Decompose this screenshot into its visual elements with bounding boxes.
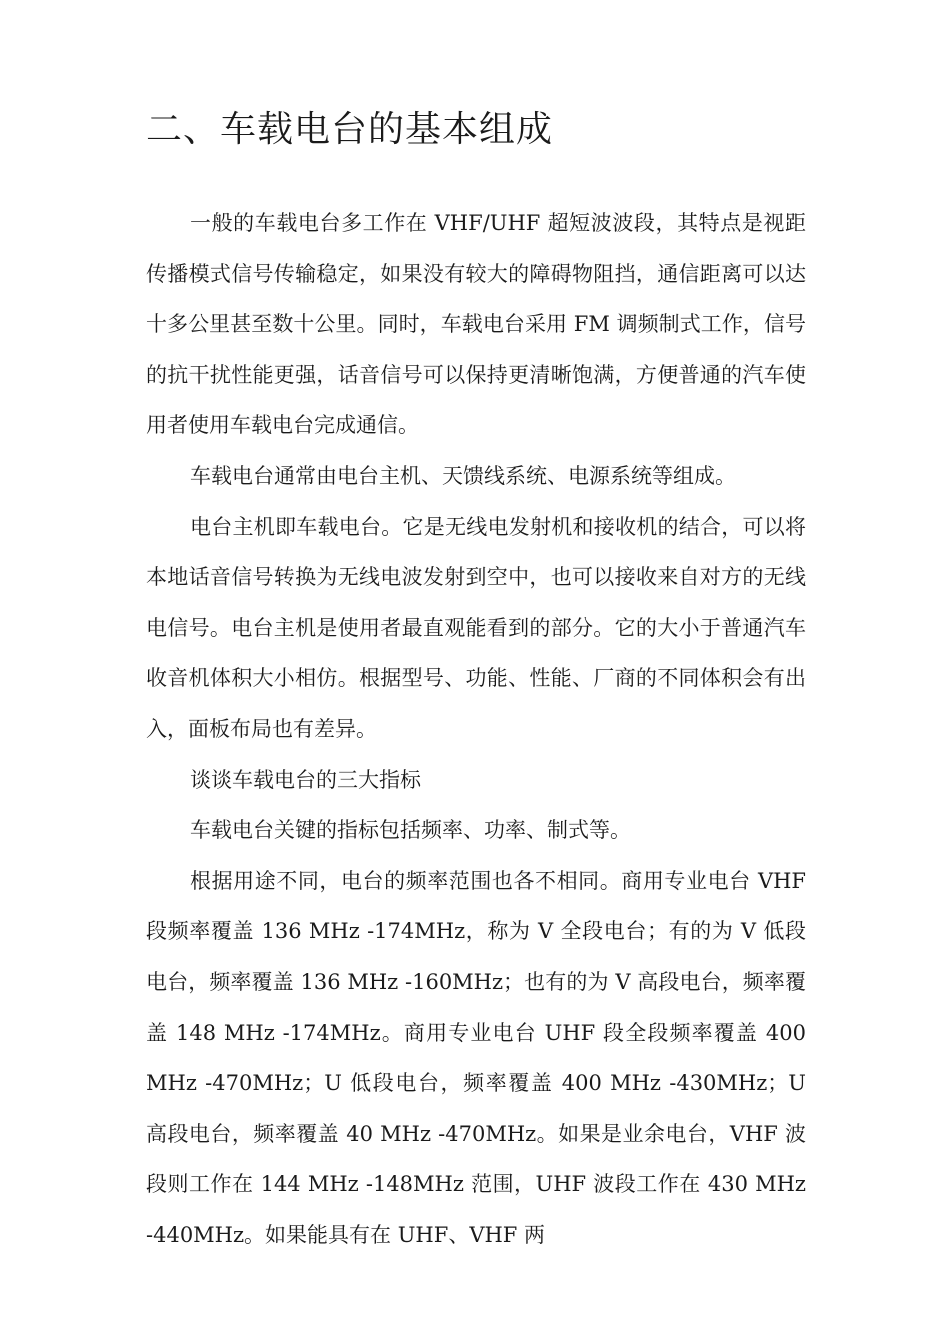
- section-heading: 二、车载电台的基本组成: [146, 109, 554, 150]
- paragraph-components: 车载电台通常由电台主机、天馈线系统、电源系统等组成。: [190, 463, 736, 488]
- paragraph-frequency-ranges: 根据用途不同，电台的频率范围也各不相同。商用专业电台 VHF 段频率覆盖 136 MHz -174MHz，称为 V 全段电台；有的为 V 低段电台，频率覆盖 136 MHz -160MHz；也有的为 V 高段电台，频率覆盖 148 MHz -174MHz。商用专业电台 UHF 段全段频率覆盖 400 MHz -470MHz；U 低段电台，频率覆盖 400 MHz -430MHz；U 高段电台，频率覆盖 40 MHz -470MHz。如果是业余电台，VHF 波段则工作在 144 MHz -148MHz 范围，UHF 波段工作在 430 MHz -440MHz。如果能具有在 UHF、VHF 两: [146, 868, 806, 1247]
- body-text: [146, 198, 806, 1260]
- paragraph-main-unit: 电台主机即车载电台。它是无线电发射机和接收机的结合，可以将本地话音信号转换为无线电波发射到空中，也可以接收来自对方的无线电信号。电台主机是使用者最直观能看到的部分。它的大小于普通汽车收音机体积大小相仿。根据型号、功能、性能、厂商的不同体积会有出入，面板布局也有差异。: [146, 514, 806, 741]
- paragraph-key-indicators: 车载电台关键的指标包括频率、功率、制式等。: [190, 818, 631, 843]
- paragraph-vhf-uhf-intro: 一般的车载电台多工作在 VHF/UHF 超短波波段，其特点是视距传播模式信号传输稳定，如果没有较大的障碍物阻挡，通信距离可以达十多公里甚至数十公里。同时，车载电台采用 FM 调频制式工作，信号的抗干扰性能更强，话音信号可以保持更清晰饱满，方便普通的汽车使用者使用车载电台完成通信。: [146, 211, 806, 438]
- paragraph-subheading-indicators: 谈谈车载电台的三大指标: [190, 767, 421, 792]
